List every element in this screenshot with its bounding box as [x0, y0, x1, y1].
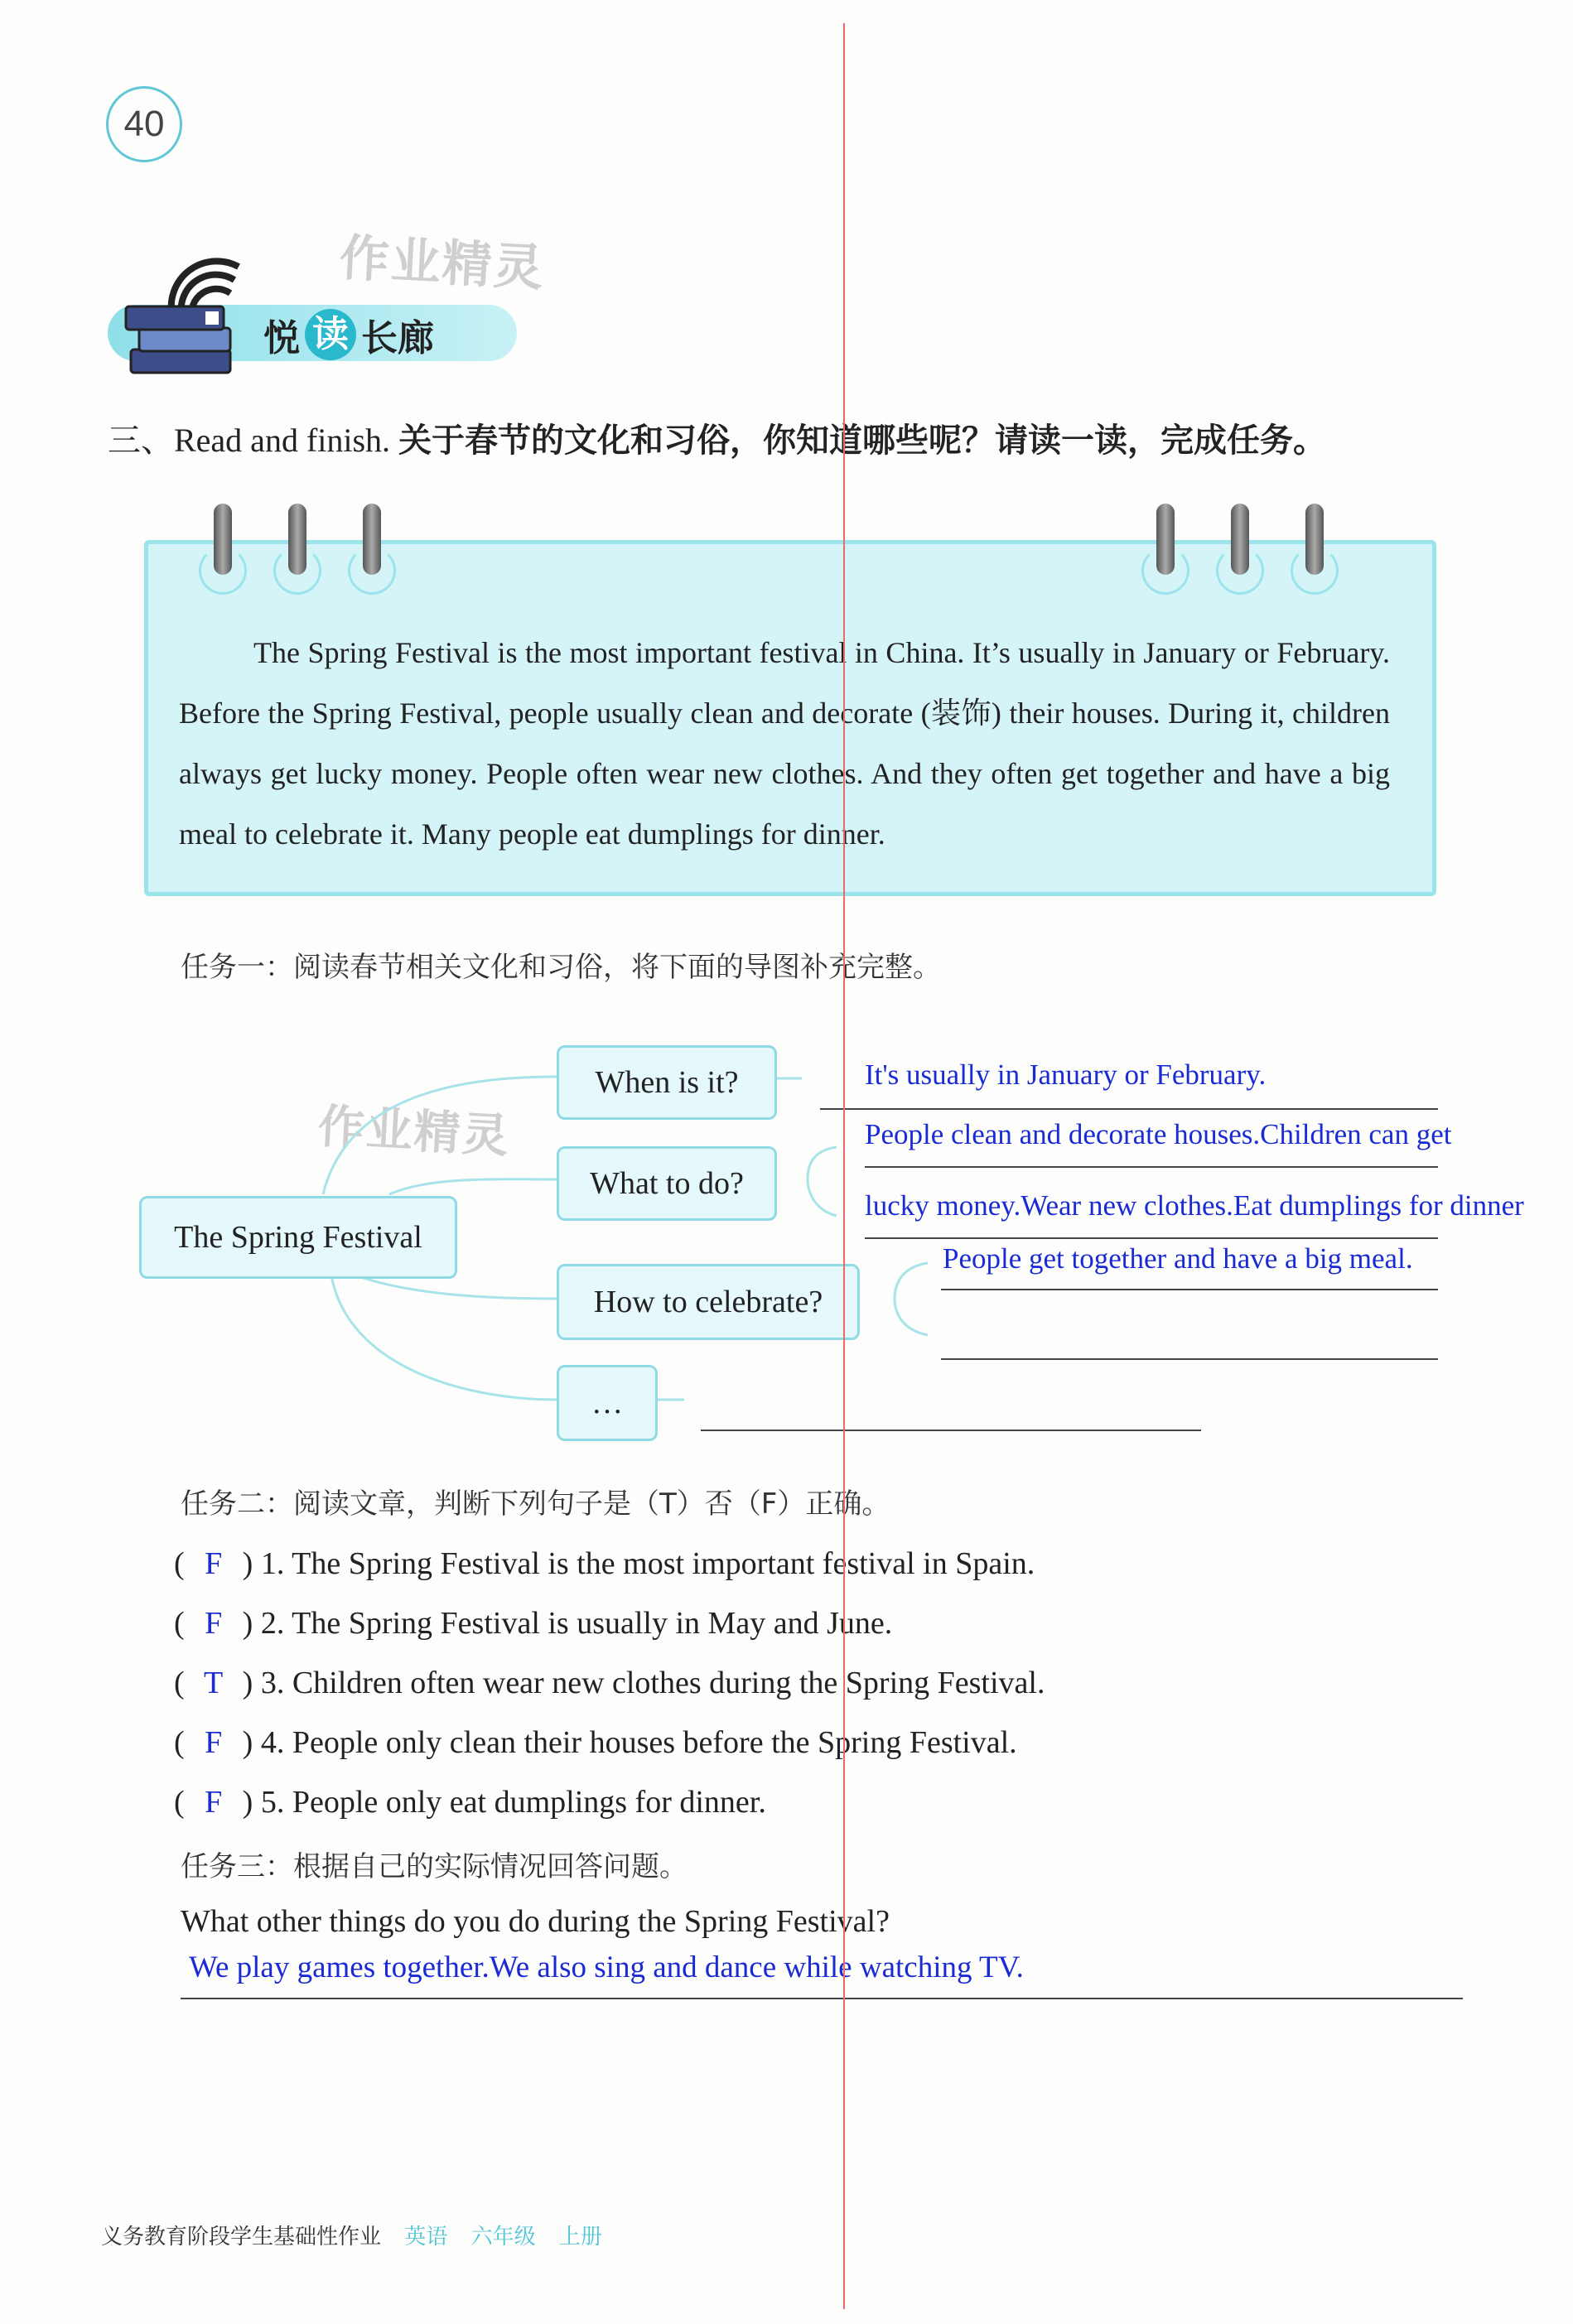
- reading-passage: The Spring Festival is the most important festival in China. It’s usually in January or February. Before the Spring Festival, people usually clean and decorate (装饰) their houses. During it, children always get lucky money. People often wear new clothes. And they often get together and have a big meal to celebrate it. Many people eat dumplings for dinner.: [179, 636, 1390, 851]
- answer-line: [941, 1358, 1438, 1360]
- mindmap-branch-when: When is it?: [557, 1045, 777, 1120]
- answer-line: [941, 1289, 1438, 1290]
- margin-line: [843, 23, 845, 2309]
- tf-text: 3. Children often wear new clothes during the Spring Festival.: [260, 1666, 1045, 1700]
- task3-title: 任务三：根据自己的实际情况回答问题。: [181, 1850, 688, 1883]
- footer-subject: 英语: [404, 2225, 448, 2249]
- mindmap-branch-what: What to do?: [557, 1146, 777, 1221]
- watermark: 作业精灵: [316, 1099, 512, 1164]
- instruction-prefix: 三、Read and finish.: [108, 422, 391, 459]
- mindmap-root: The Spring Festival: [139, 1196, 457, 1279]
- tf-item: ( F ) 5. People only eat dumplings for dinner.: [174, 1785, 766, 1820]
- tf-item: ( F ) 1. The Spring Festival is the most important festival in Spain.: [174, 1546, 1035, 1581]
- tf-answer: F: [205, 1785, 223, 1820]
- task1-title: 任务一：阅读春节相关文化和习俗，将下面的导图补充完整。: [181, 951, 941, 984]
- task3-answer: We play games together.We also sing and dance while watching TV.: [189, 1950, 1024, 1984]
- banner-char: 悦: [263, 317, 300, 359]
- answer-how: People get together and have a big meal.: [943, 1242, 1413, 1275]
- tf-answer: T: [204, 1666, 224, 1700]
- mindmap-branch-more: …: [557, 1365, 658, 1441]
- tf-item: ( F ) 4. People only clean their houses before the Spring Festival.: [174, 1725, 1017, 1760]
- tf-answer: F: [205, 1725, 223, 1760]
- tf-item: ( T ) 3. Children often wear new clothes during the Spring Festival.: [174, 1666, 1045, 1700]
- answer-when: It's usually in January or February.: [865, 1058, 1267, 1091]
- watermark: 作业精灵: [338, 229, 547, 298]
- answer-line: [820, 1108, 1438, 1110]
- answer-what-1: People clean and decorate houses.Children can get: [865, 1118, 1452, 1150]
- banner-highlight: 读: [305, 309, 356, 360]
- answer-line: [865, 1237, 1438, 1239]
- footer-series: 义务教育阶段学生基础性作业: [101, 2225, 382, 2249]
- banner-char: 长廊: [361, 317, 434, 359]
- answer-line: [701, 1430, 1201, 1431]
- answer-what-2: lucky money.Wear new clothes.Eat dumplings for dinner: [865, 1189, 1524, 1222]
- task3-question: What other things do you do during the Spring Festival?: [181, 1904, 890, 1939]
- tf-text: 2. The Spring Festival is usually in May and June.: [260, 1606, 893, 1641]
- instruction-chinese: 关于春节的文化和习俗，你知道哪些呢？请读一读，完成任务。: [398, 422, 1327, 460]
- answer-line: [865, 1166, 1438, 1168]
- footer: [101, 2220, 602, 2250]
- tf-text: 1. The Spring Festival is the most important festival in Spain.: [260, 1546, 1035, 1581]
- footer-grade: 六年级: [470, 2225, 536, 2249]
- task2-title: 任务二：阅读文章，判断下列句子是（T）否（F）正确。: [181, 1487, 890, 1521]
- answer-line: [181, 1998, 1463, 1999]
- footer-volume: 上册: [558, 2225, 602, 2249]
- tf-answer: F: [205, 1606, 223, 1641]
- tf-item: ( F ) 2. The Spring Festival is usually in May and June.: [174, 1606, 893, 1641]
- tf-text: 4. People only clean their houses before the Spring Festival.: [260, 1725, 1017, 1760]
- tf-answer: F: [205, 1546, 223, 1581]
- mindmap-branch-how: How to celebrate?: [557, 1264, 860, 1340]
- tf-text: 5. People only eat dumplings for dinner.: [260, 1785, 766, 1820]
- page-number: 40: [106, 86, 182, 162]
